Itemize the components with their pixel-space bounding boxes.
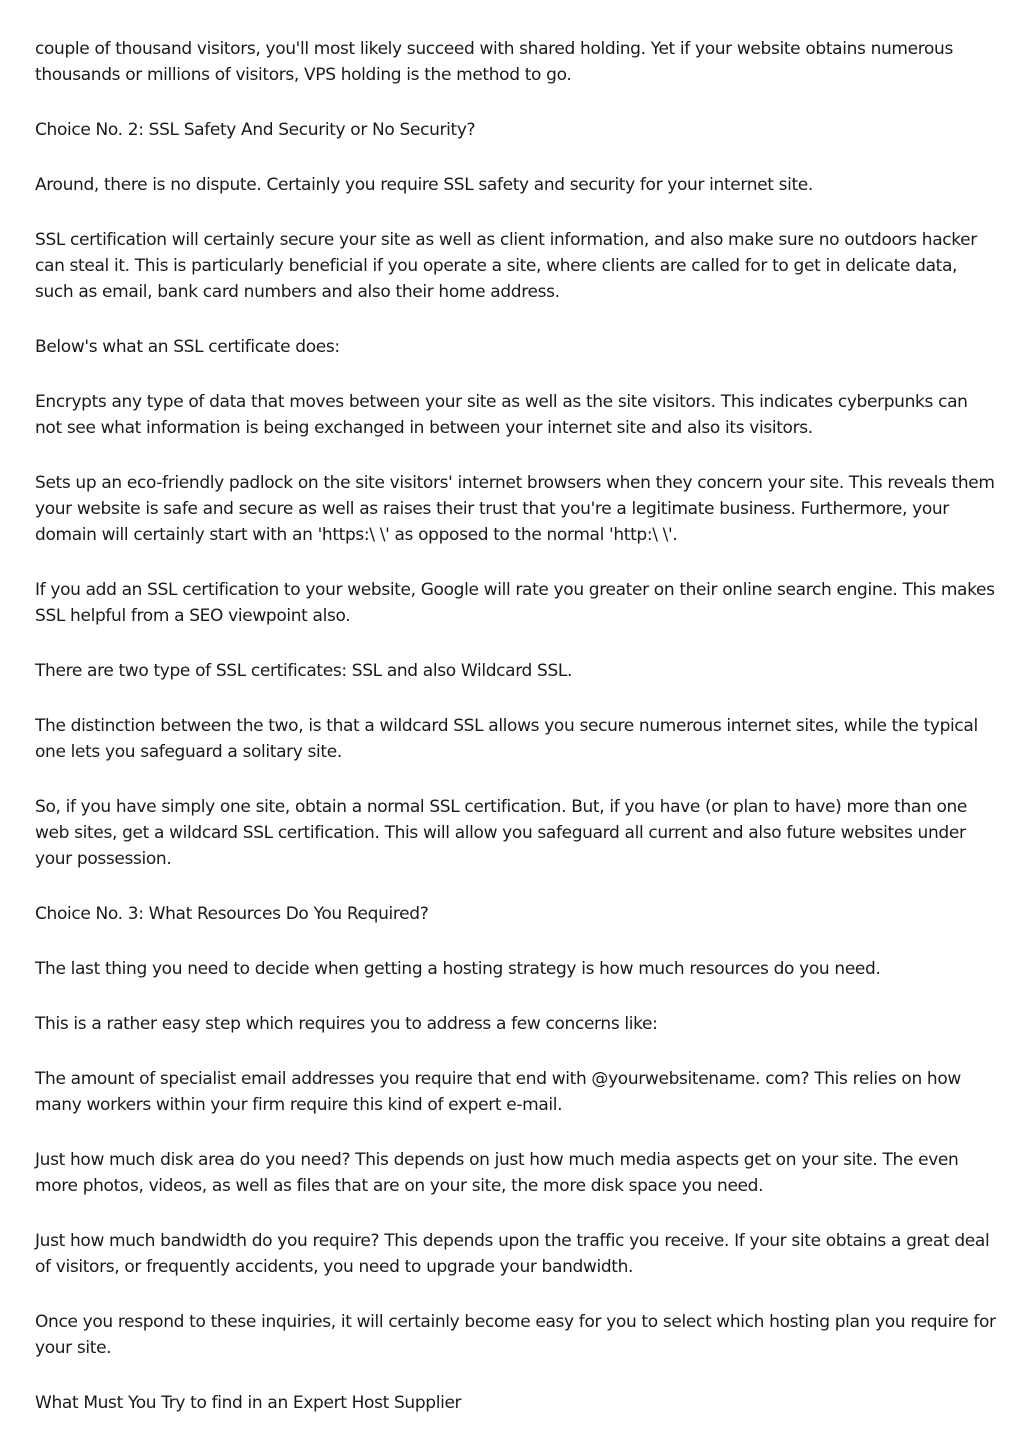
paragraph-ssl-does-intro: Below's what an SSL certificate does: [35, 337, 340, 357]
paragraph-wildcard-difference: The distinction between the two, is that a wildcard SSL allows you secure numerous internet sites, while the typical one lets you safeguard a solitary site. [35, 716, 978, 762]
paragraph-easy-step: This is a rather easy step which requires you to address a few concerns like: [35, 1014, 658, 1034]
document-body [35, 36, 997, 1445]
heading-choice-3-resources: Choice No. 3: What Resources Do You Required? [35, 904, 429, 924]
paragraph-bandwidth: Just how much bandwidth do you require? This depends upon the traffic you receive. If your site obtains a great deal of visitors, or frequently accidents, you need to upgrade your bandwidth. [35, 1231, 990, 1277]
paragraph-seo: If you add an SSL certification to your website, Google will rate you greater on their online search engine. This makes SSL helpful from a SEO viewpoint also. [35, 580, 995, 626]
paragraph-encrypts: Encrypts any type of data that moves between your site as well as the site visitors. This indicates cyberpunks can not see what information is being exchanged in between your internet site and also its visitors. [35, 392, 968, 438]
paragraph-ssl-secures: SSL certification will certainly secure your site as well as client information, and also make sure no outdoors hacker can steal it. This is particularly beneficial if you operate a site, where clients are called for to get in delicate data, such as email, bank card numbers and also their home address. [35, 230, 977, 302]
paragraph-no-dispute: Around, there is no dispute. Certainly you require SSL safety and security for your internet site. [35, 175, 813, 195]
paragraph-last-thing: The last thing you need to decide when getting a hosting strategy is how much resources do you need. [35, 959, 881, 979]
paragraph-email-addresses: The amount of specialist email addresses you require that end with @yourwebsitename. com? This relies on how many workers within your firm require this kind of expert e-mail. [35, 1069, 961, 1115]
heading-expert-host: What Must You Try to find in an Expert Host Supplier [35, 1393, 462, 1413]
paragraph-respond: Once you respond to these inquiries, it will certainly become easy for you to select which hosting plan you require for your site. [35, 1312, 996, 1358]
heading-choice-2-ssl: Choice No. 2: SSL Safety And Security or No Security? [35, 120, 476, 140]
paragraph-shared-vs-vps: couple of thousand visitors, you'll most likely succeed with shared holding. Yet if your website obtains numerous thousands or millions of visitors, VPS holding is the method to go. [35, 39, 953, 85]
paragraph-ssl-types: There are two type of SSL certificates: SSL and also Wildcard SSL. [35, 661, 573, 681]
paragraph-which-ssl: So, if you have simply one site, obtain a normal SSL certification. But, if you have (or plan to have) more than one web sites, get a wildcard SSL certification. This will allow you safeguard all current and also future websites under your possession. [35, 797, 968, 869]
paragraph-disk-space: Just how much disk area do you need? This depends on just how much media aspects get on your site. The even more photos, videos, as well as files that are on your site, the more disk space you need. [35, 1150, 959, 1196]
paragraph-padlock: Sets up an eco-friendly padlock on the site visitors' internet browsers when they concern your site. This reveals them your website is safe and secure as well as raises their trust that you're a legitimate business. Furthermore, your domain will certainly start with an 'https:\ \' as opposed to the normal 'http:\ \'. [35, 473, 995, 545]
